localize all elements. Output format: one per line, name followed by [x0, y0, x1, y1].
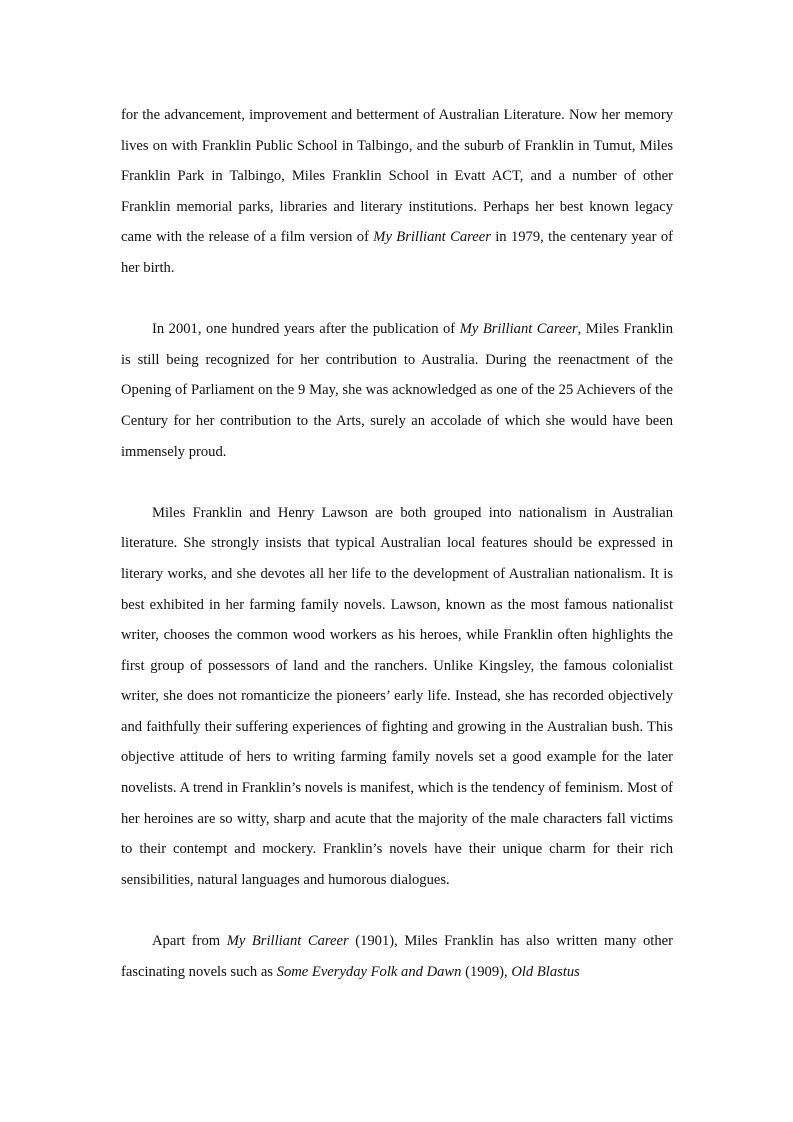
book-title-some-everyday-folk-and-dawn: Some Everyday Folk and Dawn [276, 963, 462, 980]
book-title-old-blastus: Old Blastus [511, 963, 580, 980]
paragraph-spacer [121, 895, 673, 926]
paragraph-3 [121, 498, 673, 896]
paragraph-1 [121, 100, 673, 284]
book-title-my-brilliant-career: My Brilliant Career [226, 933, 349, 950]
document-page [121, 100, 673, 987]
paragraph-2-text-1: In 2001, one hundred years after the publication of [152, 321, 460, 338]
paragraph-spacer [121, 284, 673, 315]
paragraph-4-text-1: Apart from [152, 933, 227, 950]
paragraph-1-text-1: for the advancement, improvement and betterment of Australian Literature. Now her memory lives on with Franklin Public School in Talbingo, and the suburb of Franklin in Tumut, Miles Franklin Park in Talbingo, Miles Franklin School in Evatt ACT, and a number of other Franklin memorial parks, libraries and literary institutions. Perhaps her best known legacy came with the release of a film version of [121, 107, 673, 246]
paragraph-2 [121, 314, 673, 467]
paragraph-3-text-1: Miles Franklin and Henry Lawson are both grouped into nationalism in Australian literature. She strongly insists that typical Australian local features should be expressed in literary works, and she devotes all her life to the development of Australian nationalism. It is best exhibited in her farming family novels. Lawson, known as the most famous nationalist writer, chooses the common wood workers as his heroes, while Franklin often highlights the first group of possessors of land and the ranchers. Unlike Kingsley, the famous colonialist writer, she does not romanticize the pioneers’ early life. Instead, she has recorded objectively and faithfully their suffering experiences of fighting and growing in the Australian bush. This objective attitude of hers to writing farming family novels set a good example for the later novelists. A trend in Franklin’s novels is manifest, which is the tendency of feminism. Most of her heroines are so witty, sharp and acute that the majority of the male characters fall victims to their contempt and mockery. Franklin’s novels have their unique charm for their rich sensibilities, natural languages and humorous dialogues. [121, 504, 673, 888]
paragraph-4-text-2: (1901), Miles Franklin has also written many other fascinating novels such as [121, 933, 673, 980]
book-title-my-brilliant-career: My Brilliant Career [459, 321, 578, 338]
paragraph-4-text-3: (1909), [461, 963, 512, 980]
paragraph-2-text-2: , Miles Franklin is still being recognized for her contribution to Australia. During the reenactment of the Opening of Parliament on the 9 May, she was acknowledged as one of the 25 Achievers of the Century for her contribution to the Arts, surely an accolade of which she would have been immensely proud. [121, 321, 673, 460]
paragraph-spacer [121, 467, 673, 498]
paragraph-1-text-2: in 1979, the centenary year of her birth. [121, 229, 674, 276]
book-title-my-brilliant-career: My Brilliant Career [373, 229, 491, 246]
paragraph-4 [121, 926, 673, 987]
